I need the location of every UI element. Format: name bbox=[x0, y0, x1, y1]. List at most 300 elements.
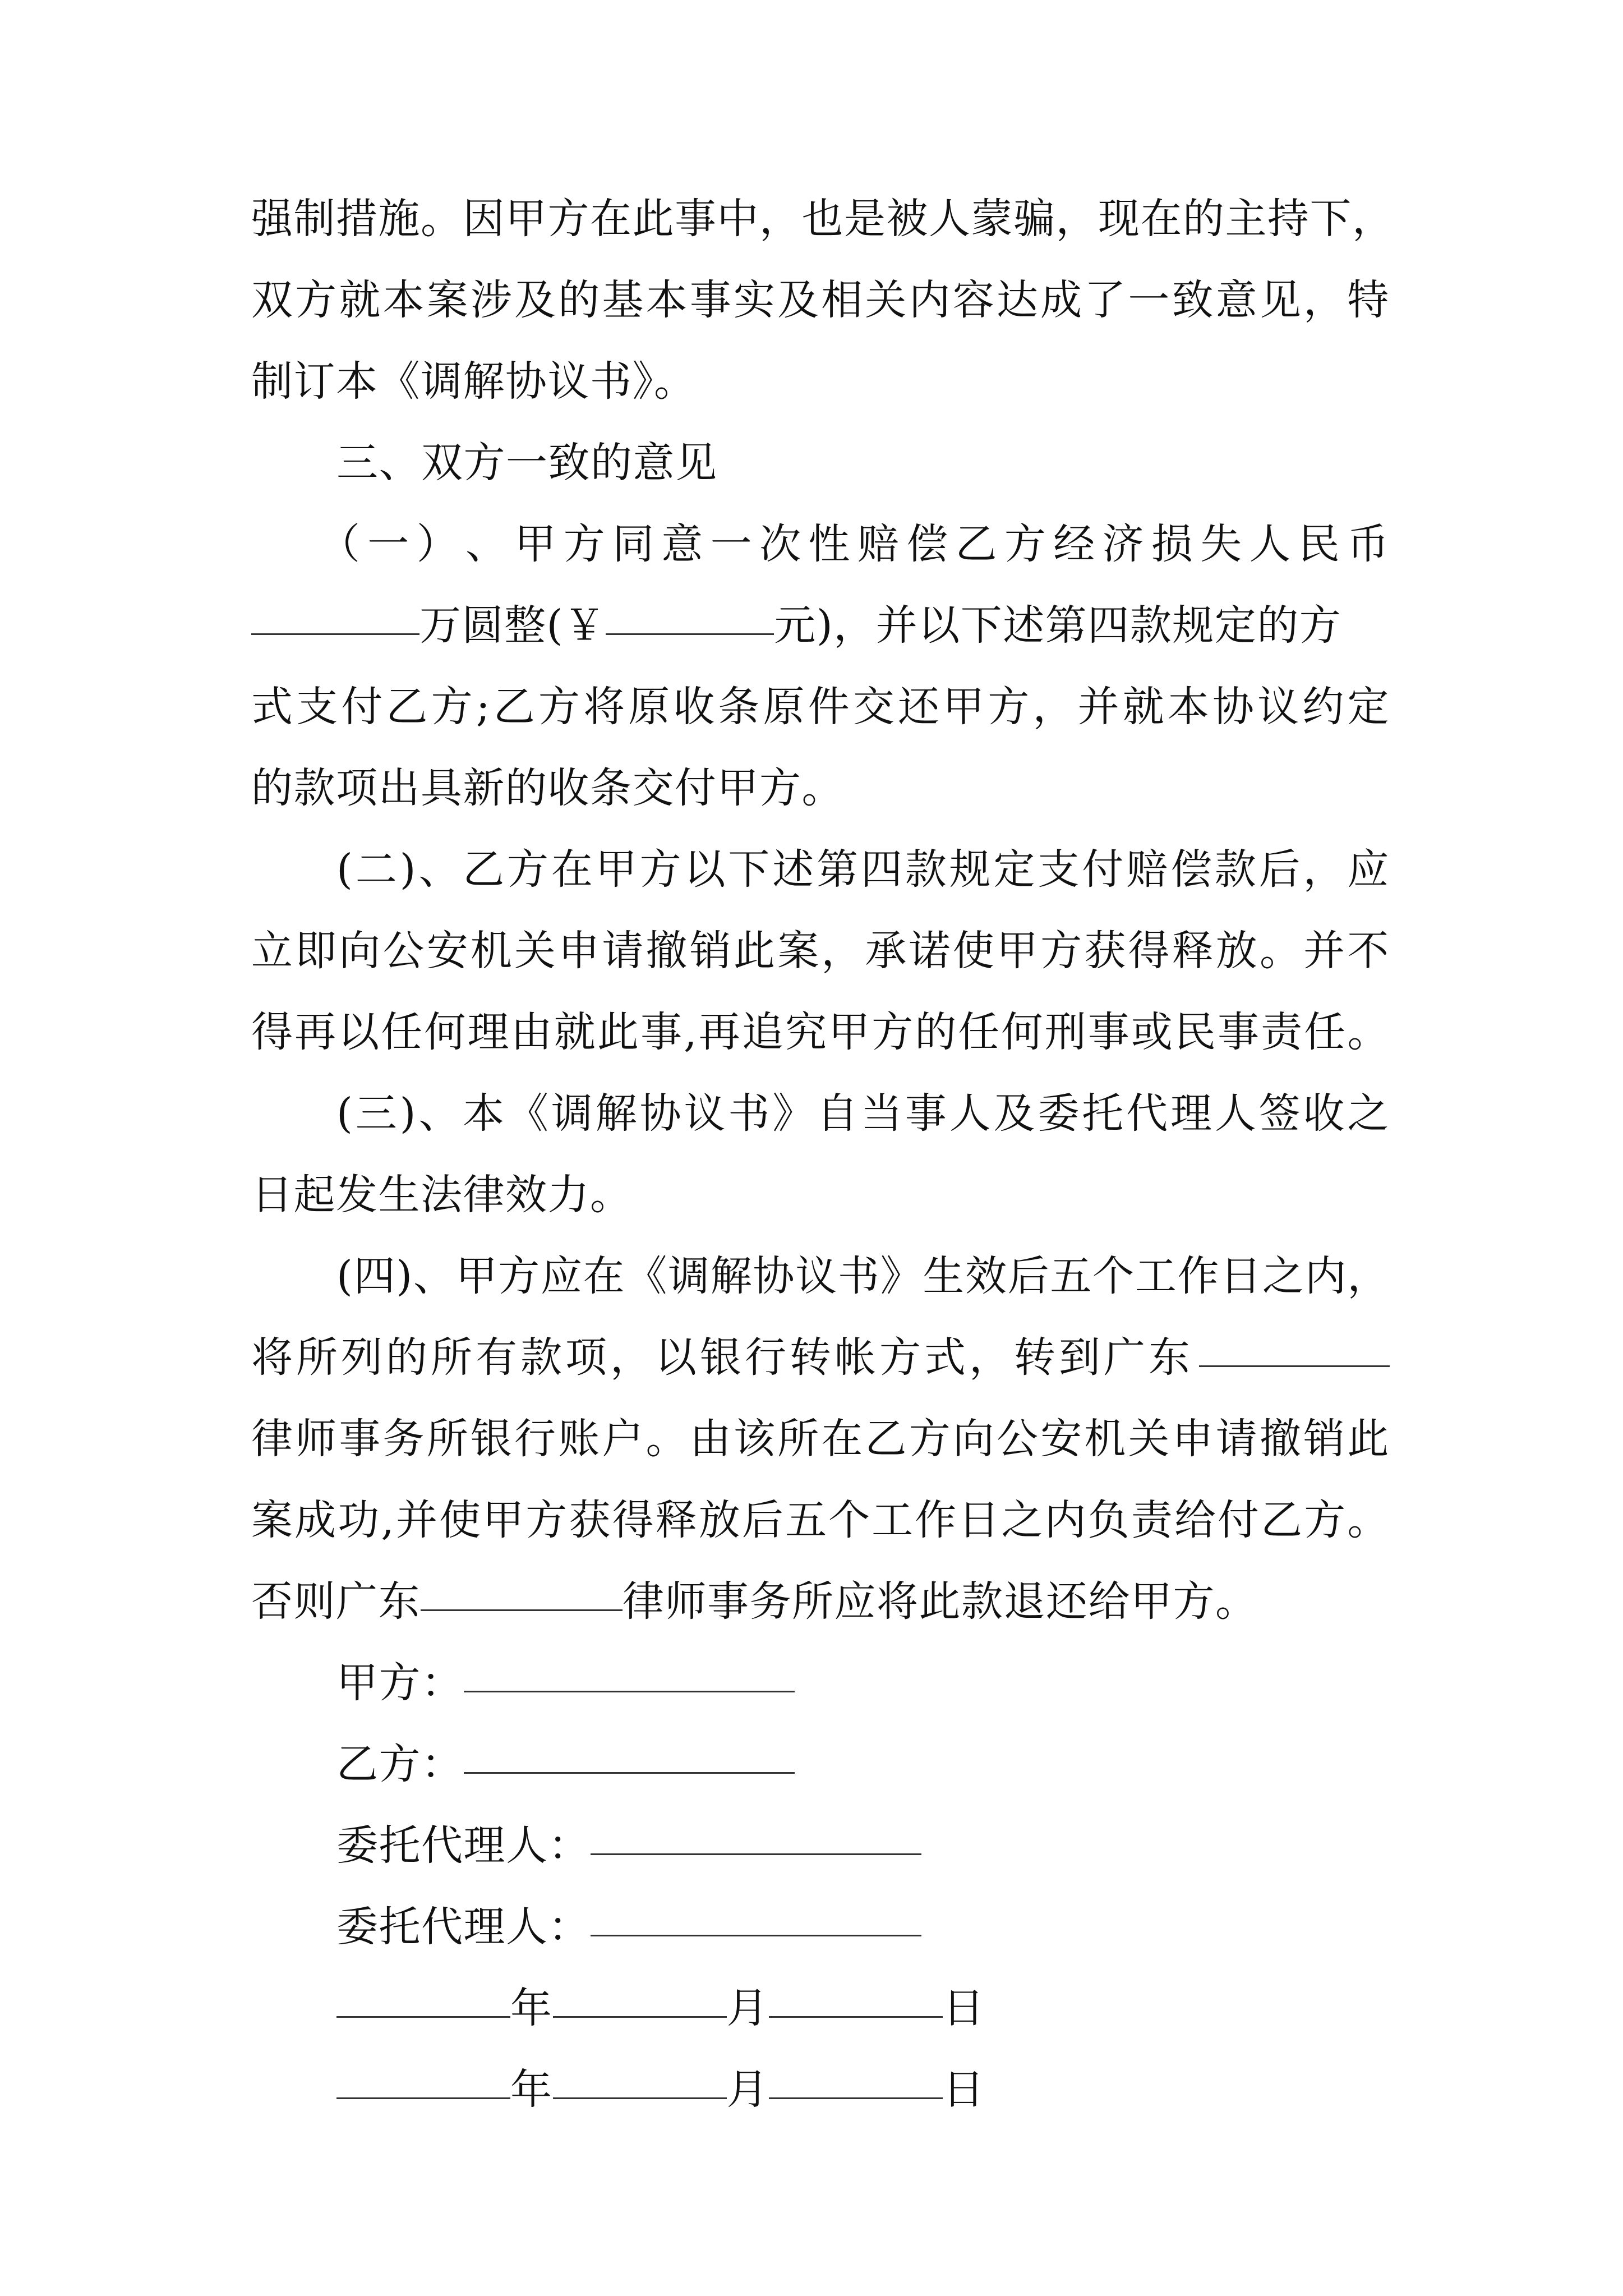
text-char: 作 bbox=[1177, 1252, 1220, 1300]
text-char: 支 bbox=[1038, 845, 1080, 894]
text-char: 同 bbox=[612, 520, 655, 568]
text-char: 事 bbox=[640, 1008, 683, 1056]
day-label: 日 bbox=[943, 1984, 985, 2032]
text-char: ， bbox=[1303, 276, 1346, 324]
clause-2-line bbox=[251, 829, 1390, 910]
text-char: 本 bbox=[463, 1089, 505, 1138]
party-b-label: 乙方： bbox=[336, 1740, 464, 1788]
text-char: 之 bbox=[1262, 1252, 1305, 1300]
text-char: 议 bbox=[1257, 683, 1300, 731]
text-char: 托 bbox=[1082, 1089, 1124, 1138]
text-char: 事 bbox=[689, 276, 732, 324]
paragraph-line bbox=[251, 260, 1390, 341]
text-char: 双 bbox=[251, 276, 294, 324]
text-char: ， bbox=[1303, 845, 1346, 894]
text-char: 乙 bbox=[386, 683, 428, 731]
text-char: 工 bbox=[1135, 1252, 1178, 1300]
text-char: 甲 bbox=[828, 1008, 871, 1056]
text-char: 失 bbox=[1200, 520, 1243, 568]
text-char: 内 bbox=[1044, 1496, 1087, 1544]
text-char: 三 bbox=[355, 1089, 398, 1138]
day-label: 日 bbox=[943, 2065, 985, 2114]
text-char: 关 bbox=[865, 276, 907, 324]
text-char: 第 bbox=[817, 845, 859, 894]
text-char: , bbox=[381, 1496, 395, 1544]
text-char: , bbox=[684, 1008, 698, 1056]
text-char: 负 bbox=[1087, 1496, 1131, 1544]
document-body bbox=[251, 178, 1395, 2131]
text-char: 五 bbox=[785, 1496, 828, 1544]
clause-1-line bbox=[251, 585, 1390, 666]
text-char: 达 bbox=[996, 276, 1039, 324]
text-char: 是 bbox=[844, 195, 887, 243]
text-char: ) bbox=[399, 845, 417, 894]
text-char: 承 bbox=[865, 927, 907, 975]
text-char: 事 bbox=[675, 195, 717, 243]
text-char: 户 bbox=[602, 1415, 644, 1463]
text-char: 次 bbox=[759, 520, 802, 568]
text-char: 方 bbox=[1004, 520, 1047, 568]
clause-2-line bbox=[251, 992, 1390, 1073]
clause-1-line: 的款项出具新的收条交付甲方。 bbox=[251, 764, 844, 812]
text-char: ) bbox=[396, 1252, 413, 1300]
text-char: 的 bbox=[1183, 195, 1225, 243]
text-char: 所 bbox=[426, 1415, 469, 1463]
text-char: 议 bbox=[684, 1089, 726, 1138]
text-char: 付 bbox=[341, 683, 384, 731]
text-char: 销 bbox=[689, 927, 732, 975]
text-char: 规 bbox=[949, 845, 992, 894]
text-char: 。 bbox=[421, 195, 463, 243]
text-char: 就 bbox=[339, 276, 381, 324]
text-char: 中 bbox=[717, 195, 759, 243]
text-char: 请 bbox=[1215, 1415, 1258, 1463]
text-char: 得 bbox=[612, 1496, 655, 1544]
clause-4-text: 否则广东 bbox=[251, 1577, 421, 1626]
text-char: 内 bbox=[1304, 1252, 1348, 1300]
text-char: 当 bbox=[860, 1089, 903, 1138]
text-char: ） bbox=[416, 520, 459, 568]
clause-2-line bbox=[251, 910, 1390, 992]
text-char: 向 bbox=[952, 1415, 995, 1463]
text-char: 人 bbox=[949, 1089, 992, 1138]
text-char: 容 bbox=[952, 276, 995, 324]
text-char: 即 bbox=[295, 927, 338, 975]
clause-4-line bbox=[251, 1480, 1390, 1561]
law-firm-blank bbox=[1199, 1365, 1390, 1367]
clause-4-line bbox=[251, 1398, 1390, 1480]
text-char: 甲 bbox=[455, 1252, 499, 1300]
text-char: 四 bbox=[353, 1252, 396, 1300]
text-char: 币 bbox=[1347, 520, 1390, 568]
text-char: 成 bbox=[1040, 276, 1083, 324]
text-char: 一 bbox=[1128, 276, 1170, 324]
year-field[interactable] bbox=[336, 2097, 510, 2099]
text-char: 一 bbox=[710, 520, 753, 568]
text-char: 撤 bbox=[645, 927, 689, 975]
text-char: 》 bbox=[880, 1252, 923, 1300]
text-char: 意 bbox=[661, 520, 704, 568]
text-char: 特 bbox=[1347, 276, 1390, 324]
text-char: 。 bbox=[1347, 1008, 1390, 1056]
clause-3-line bbox=[251, 1073, 1390, 1154]
text-char: 并 bbox=[1077, 683, 1121, 731]
text-char: 赔 bbox=[857, 520, 900, 568]
text-char: 收 bbox=[1303, 1089, 1346, 1138]
text-char: 事 bbox=[1087, 1008, 1131, 1056]
text-char: 机 bbox=[1084, 1415, 1127, 1463]
text-char: 事 bbox=[1218, 1008, 1260, 1056]
text-char: 该 bbox=[733, 1415, 776, 1463]
text-char: 及 bbox=[777, 276, 820, 324]
signature-agent-1 bbox=[251, 1805, 1390, 1887]
text-char: 经 bbox=[1053, 520, 1096, 568]
text-char: 在 bbox=[551, 845, 594, 894]
text-char: 方 bbox=[563, 520, 606, 568]
text-char: 代 bbox=[1126, 1089, 1169, 1138]
text-char: 签 bbox=[1258, 1089, 1302, 1138]
text-char: 之 bbox=[1001, 1496, 1044, 1544]
month-label: 月 bbox=[726, 2065, 769, 2114]
clause-3-line: 日起发生法律效力。 bbox=[251, 1171, 633, 1219]
text-char: 案 bbox=[426, 276, 469, 324]
text-char: 销 bbox=[1303, 1415, 1346, 1463]
text-char: 收 bbox=[673, 683, 716, 731]
text-char: 给 bbox=[1174, 1496, 1217, 1544]
text-char: 方 bbox=[295, 276, 338, 324]
text-char: 定 bbox=[993, 845, 1036, 894]
agent-1-label: 委托代理人： bbox=[336, 1821, 591, 1870]
text-char: 解 bbox=[710, 1252, 753, 1300]
text-char: ， bbox=[1032, 683, 1075, 731]
text-char: 自 bbox=[817, 1089, 859, 1138]
text-char: 方 bbox=[431, 683, 474, 731]
text-char: 后 bbox=[741, 1496, 785, 1544]
text-char: 将 bbox=[583, 683, 626, 731]
text-char: 件 bbox=[808, 683, 851, 731]
text-char: 委 bbox=[1038, 1089, 1080, 1138]
text-char: 持 bbox=[1267, 195, 1310, 243]
text-char: 乙 bbox=[1261, 1496, 1303, 1544]
signature-agent-2 bbox=[251, 1887, 1390, 1968]
text-char: 申 bbox=[1172, 1415, 1215, 1463]
text-char: 后 bbox=[1007, 1252, 1050, 1300]
text-char: 相 bbox=[821, 276, 864, 324]
party-a-signature-field[interactable] bbox=[464, 1690, 795, 1692]
text-char: 不 bbox=[1347, 927, 1390, 975]
text-char: 安 bbox=[1040, 1415, 1083, 1463]
text-char: 定 bbox=[1347, 683, 1390, 731]
text-char: 事 bbox=[339, 1415, 381, 1463]
text-char: 律 bbox=[251, 1415, 294, 1463]
text-char: 本 bbox=[382, 276, 426, 324]
text-char: 被 bbox=[886, 195, 929, 243]
text-char: 事 bbox=[905, 1089, 948, 1138]
text-char: 账 bbox=[558, 1415, 601, 1463]
day-field[interactable] bbox=[769, 2016, 943, 2018]
text-char: 协 bbox=[753, 1252, 795, 1300]
text-char: 的 bbox=[558, 276, 601, 324]
text-char: 何 bbox=[424, 1008, 467, 1056]
text-char: 再 bbox=[698, 1008, 741, 1056]
year-label: 年 bbox=[510, 1984, 553, 2032]
text-char: 方 bbox=[872, 1008, 914, 1056]
text-char: 致 bbox=[1172, 276, 1215, 324]
text-char: 也 bbox=[801, 195, 844, 243]
text-char: 原 bbox=[763, 683, 806, 731]
text-char: 人 bbox=[1249, 520, 1292, 568]
text-char: 乙 bbox=[463, 845, 505, 894]
text-char: 再 bbox=[294, 1008, 337, 1056]
text-char: 原 bbox=[628, 683, 671, 731]
text-char: 方 bbox=[507, 845, 550, 894]
text-char: 日 bbox=[1220, 1252, 1262, 1300]
text-char: 。 bbox=[1259, 927, 1302, 975]
text-char: 何 bbox=[1001, 1008, 1044, 1056]
text-char: 使 bbox=[439, 1496, 482, 1544]
text-char: 偿 bbox=[906, 520, 949, 568]
text-char: 实 bbox=[733, 276, 776, 324]
text-char: 银 bbox=[470, 1415, 513, 1463]
text-char: 生 bbox=[923, 1252, 965, 1300]
text-char: 制 bbox=[293, 195, 336, 243]
text-char: 成 bbox=[294, 1496, 337, 1544]
text-char: 《 bbox=[625, 1252, 668, 1300]
text-char: 乙 bbox=[865, 1415, 907, 1463]
text-char: 就 bbox=[554, 1008, 597, 1056]
text-char: 强 bbox=[251, 195, 294, 243]
text-char: 应 bbox=[1347, 845, 1390, 894]
text-char: 后 bbox=[1258, 845, 1302, 894]
text-char: 请 bbox=[602, 927, 644, 975]
text-char: 施 bbox=[378, 195, 421, 243]
text-char: 理 bbox=[1170, 1089, 1213, 1138]
clause-4-line bbox=[251, 1561, 1390, 1642]
text-char: 之 bbox=[1347, 1089, 1390, 1138]
month-label: 月 bbox=[726, 1984, 769, 2032]
text-char: 得 bbox=[1128, 927, 1170, 975]
text-char: 个 bbox=[1092, 1252, 1135, 1300]
text-char: 诺 bbox=[909, 927, 952, 975]
text-char: ， bbox=[1352, 195, 1395, 243]
text-char: 调 bbox=[551, 1089, 594, 1138]
text-char: 就 bbox=[1122, 683, 1165, 731]
text-char: 乙 bbox=[493, 683, 536, 731]
text-char: 放 bbox=[1215, 927, 1258, 975]
date-line-1 bbox=[251, 1968, 1390, 2049]
clause-4-text: 律师事务所应将此款退还给甲方。 bbox=[623, 1577, 1258, 1626]
text-char: 工 bbox=[872, 1496, 914, 1544]
text-char: 见 bbox=[1259, 276, 1302, 324]
text-char: 关 bbox=[514, 927, 557, 975]
text-char: 还 bbox=[898, 683, 940, 731]
text-char: 本 bbox=[645, 276, 689, 324]
agent-2-label: 委托代理人： bbox=[336, 1903, 591, 1951]
text-char: 《 bbox=[507, 1089, 550, 1138]
text-char: 述 bbox=[772, 845, 815, 894]
text-char: 款 bbox=[1214, 845, 1257, 894]
text-char: 并 bbox=[1303, 927, 1346, 975]
text-char: ， bbox=[759, 195, 802, 243]
text-char: 获 bbox=[569, 1496, 611, 1544]
text-char: 乙 bbox=[955, 520, 998, 568]
text-char: 基 bbox=[602, 276, 644, 324]
text-char: 方 bbox=[547, 195, 590, 243]
amount-number-blank bbox=[606, 633, 774, 635]
text-char: 了 bbox=[1084, 276, 1127, 324]
text-char: 安 bbox=[426, 927, 469, 975]
text-char: 内 bbox=[909, 276, 952, 324]
text-char: 在 bbox=[1140, 195, 1183, 243]
text-char: 此 bbox=[733, 927, 776, 975]
text-char: 关 bbox=[1128, 1415, 1170, 1463]
text-char: 使 bbox=[952, 927, 995, 975]
text-char: 追 bbox=[741, 1008, 785, 1056]
text-char: 》 bbox=[772, 1089, 815, 1138]
text-char: 损 bbox=[1151, 520, 1194, 568]
text-char: 。 bbox=[645, 1415, 689, 1463]
text-char: 四 bbox=[860, 845, 903, 894]
text-char: 、 bbox=[413, 1252, 456, 1300]
text-char: ( bbox=[336, 845, 354, 894]
text-char: ， bbox=[1055, 195, 1098, 243]
clause-1-line bbox=[251, 666, 1390, 748]
text-char: 甲 bbox=[514, 520, 557, 568]
text-char: 付 bbox=[1218, 1496, 1260, 1544]
text-char: 一 bbox=[367, 520, 410, 568]
year-label: 年 bbox=[510, 2065, 553, 2114]
text-char: 支 bbox=[296, 683, 339, 731]
text-char: 协 bbox=[639, 1089, 683, 1138]
text-char: 赔 bbox=[1126, 845, 1169, 894]
text-char: 议 bbox=[795, 1252, 838, 1300]
text-char: ， bbox=[821, 927, 864, 975]
text-char: 偿 bbox=[1170, 845, 1213, 894]
text-char: ( bbox=[336, 1252, 354, 1300]
text-char: 甲 bbox=[505, 195, 548, 243]
text-char: 甲 bbox=[943, 683, 985, 731]
agent-2-signature-field[interactable] bbox=[591, 1934, 921, 1936]
text-char: 、 bbox=[418, 1089, 461, 1138]
text-char: 师 bbox=[295, 1415, 338, 1463]
text-char: 责 bbox=[1261, 1008, 1303, 1056]
text-char: 书 bbox=[837, 1252, 880, 1300]
text-char: 此 bbox=[632, 195, 675, 243]
text-char: 济 bbox=[1102, 520, 1145, 568]
date-line-2 bbox=[251, 2049, 1390, 2131]
clause-1-text: 万圆整(￥ bbox=[419, 601, 606, 650]
text-char: 在 bbox=[583, 1252, 626, 1300]
text-char: 条 bbox=[718, 683, 760, 731]
text-char: 在 bbox=[590, 195, 633, 243]
text-char: 付 bbox=[1082, 845, 1124, 894]
month-field[interactable] bbox=[553, 2097, 727, 2099]
text-char: 甲 bbox=[482, 1496, 525, 1544]
text-char: 调 bbox=[668, 1252, 711, 1300]
text-char: 及 bbox=[993, 1089, 1036, 1138]
text-char: 性 bbox=[808, 520, 851, 568]
text-char: 方 bbox=[498, 1252, 541, 1300]
text-char: 约 bbox=[1302, 683, 1345, 731]
text-char: 交 bbox=[852, 683, 896, 731]
text-char: 任 bbox=[381, 1008, 423, 1056]
text-char: 放 bbox=[698, 1496, 741, 1544]
text-char: 民 bbox=[1174, 1008, 1217, 1056]
text-char: 方 bbox=[525, 1496, 568, 1544]
text-char: 方 bbox=[639, 845, 683, 894]
text-char: 本 bbox=[1167, 683, 1210, 731]
text-char: 甲 bbox=[595, 845, 638, 894]
party-b-signature-field[interactable] bbox=[464, 1772, 795, 1774]
text-char: 功 bbox=[338, 1496, 380, 1544]
text-char: 方 bbox=[1304, 1496, 1347, 1544]
text-char: 及 bbox=[514, 276, 557, 324]
text-char: ( bbox=[336, 1089, 354, 1138]
text-char: （ bbox=[319, 520, 361, 568]
month-field[interactable] bbox=[553, 2016, 727, 2018]
clause-4-line bbox=[251, 1236, 1390, 1317]
text-char: 行 bbox=[514, 1415, 557, 1463]
text-char: 理 bbox=[467, 1008, 510, 1056]
text-char: 方 bbox=[1040, 927, 1083, 975]
year-field[interactable] bbox=[336, 2016, 510, 2018]
text-char: 效 bbox=[965, 1252, 1008, 1300]
text-char: 解 bbox=[595, 1089, 638, 1138]
text-char: 以 bbox=[338, 1008, 380, 1056]
text-char: 申 bbox=[558, 927, 601, 975]
text-char: 骗 bbox=[1013, 195, 1056, 243]
text-char: 、 bbox=[418, 845, 461, 894]
text-char: 刑 bbox=[1044, 1008, 1087, 1056]
text-char: 释 bbox=[655, 1496, 698, 1544]
party-a-label: 甲方： bbox=[336, 1659, 464, 1707]
day-field[interactable] bbox=[769, 2097, 943, 2099]
clause-1-line bbox=[251, 504, 1390, 585]
text-char: 的 bbox=[915, 1008, 957, 1056]
text-char: 或 bbox=[1131, 1008, 1174, 1056]
text-char: 款 bbox=[905, 845, 948, 894]
text-char: 任 bbox=[958, 1008, 1000, 1056]
text-char: 下 bbox=[1310, 195, 1352, 243]
text-char: 主 bbox=[1225, 195, 1267, 243]
text-char: 务 bbox=[382, 1415, 426, 1463]
text-char: 释 bbox=[1172, 927, 1215, 975]
text-char: ， bbox=[1347, 1252, 1390, 1300]
text-char: 案 bbox=[777, 927, 820, 975]
text-char: 公 bbox=[996, 1415, 1039, 1463]
text-char: 立 bbox=[251, 927, 294, 975]
text-char: 公 bbox=[382, 927, 426, 975]
text-char: 协 bbox=[1212, 683, 1255, 731]
text-char: 措 bbox=[336, 195, 379, 243]
text-char: 意 bbox=[1215, 276, 1258, 324]
text-char: 作 bbox=[915, 1496, 957, 1544]
text-char: 因 bbox=[463, 195, 505, 243]
text-char: 在 bbox=[821, 1415, 864, 1463]
text-char: 向 bbox=[339, 927, 381, 975]
amount-blank bbox=[251, 633, 419, 635]
text-char: 得 bbox=[251, 1008, 294, 1056]
section-heading: 三、双方一致的意见 bbox=[336, 439, 718, 487]
agent-1-signature-field[interactable] bbox=[591, 1853, 921, 1855]
text-char: 个 bbox=[828, 1496, 871, 1544]
text-char: 方 bbox=[538, 683, 581, 731]
text-char: 五 bbox=[1050, 1252, 1092, 1300]
text-char: 二 bbox=[355, 845, 398, 894]
text-char: 甲 bbox=[996, 927, 1039, 975]
text-char: 现 bbox=[1098, 195, 1141, 243]
clause-4-line bbox=[251, 1317, 1390, 1398]
